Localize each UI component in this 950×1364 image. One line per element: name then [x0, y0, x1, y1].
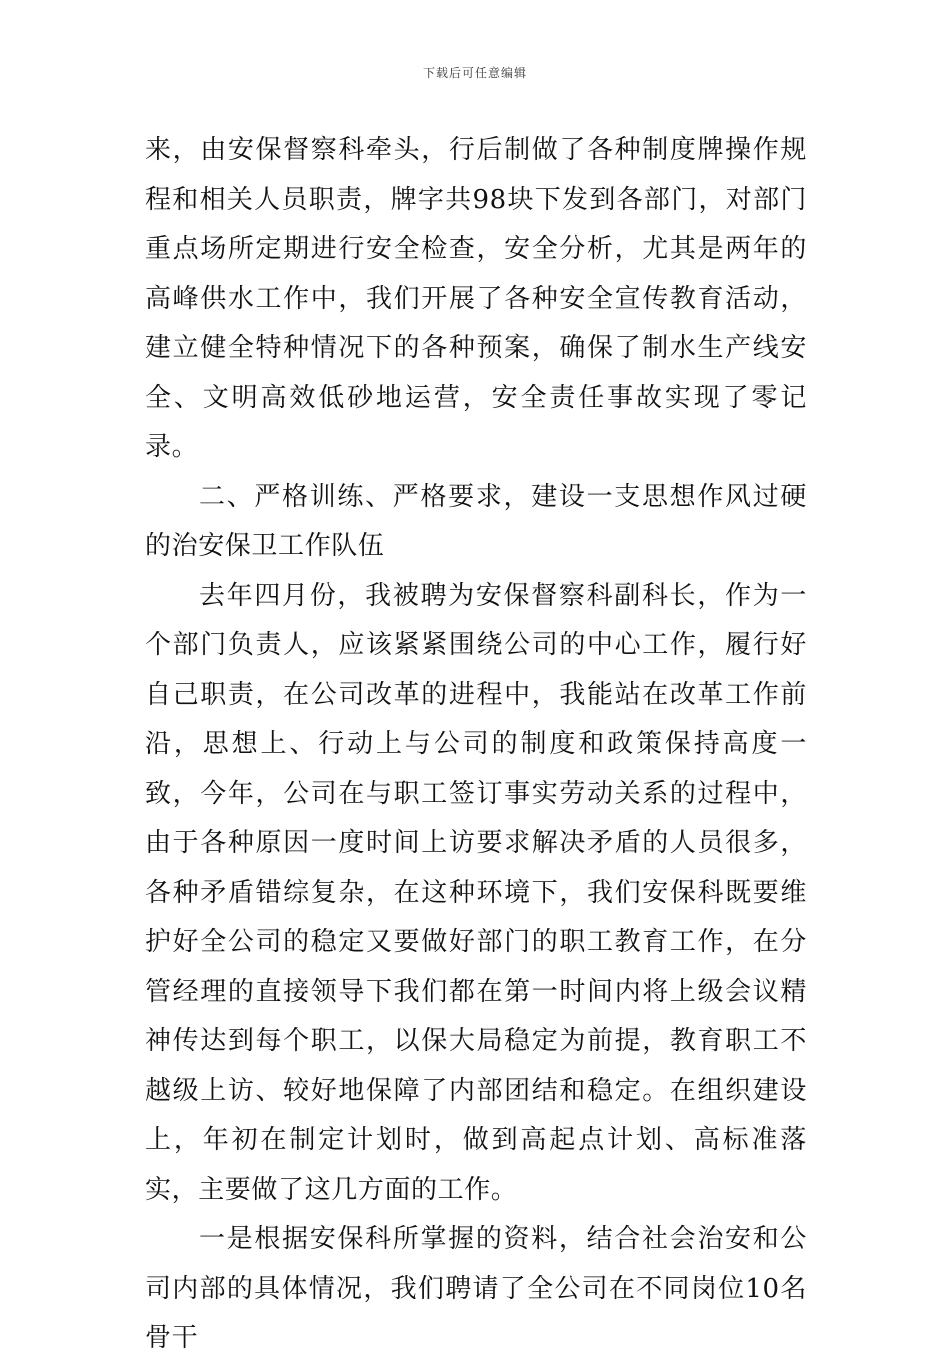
paragraph-2-heading: 二、严格训练、严格要求，建设一支思想作风过硬的治安保卫工作队伍	[145, 481, 807, 561]
paragraph-4: 一是根据安保科所掌握的资料，结合社会治安和公司内部的具体情况，我们聘请了全公司在不同岗位10名骨干	[145, 1224, 807, 1353]
document-body	[145, 126, 807, 1364]
paragraph-3: 去年四月份，我被聘为安保督察科副科长，作为一个部门负责人，应该紧紧围绕公司的中心工作，履行好自己职责，在公司改革的进程中，我能站在改革工作前沿，思想上、行动上与公司的制度和政策保持高度一致，今年，公司在与职工签订事实劳动关系的过程中，由于各种原因一度时间上访要求解决矛盾的人员很多，各种矛盾错综复杂，在这种环境下，我们安保科既要维护好全公司的稳定又要做好部门的职工教育工作，在分管经理的直接领导下我们都在第一时间内将上级会议精神传达到每个职工，以保大局稳定为前提，教育职工不越级上访、较好地保障了内部团结和稳定。在组织建设上，年初在制定计划时，做到高起点计划、高标准落实，主要做了这几方面的工作。	[145, 580, 807, 1205]
paragraph-1: 来，由安保督察科牵头，行后制做了各种制度牌操作规程和相关人员职责，牌字共98块下发到各部门，对部门重点场所定期进行安全检查，安全分析，尤其是两年的高峰供水工作中，我们开展了各种安全宣传教育活动，建立健全特种情况下的各种预案，确保了制水生产线安全、文明高效低砂地运营，安全责任事故实现了零记录。	[145, 135, 807, 462]
page-header: 下载后可任意编辑	[422, 66, 527, 80]
